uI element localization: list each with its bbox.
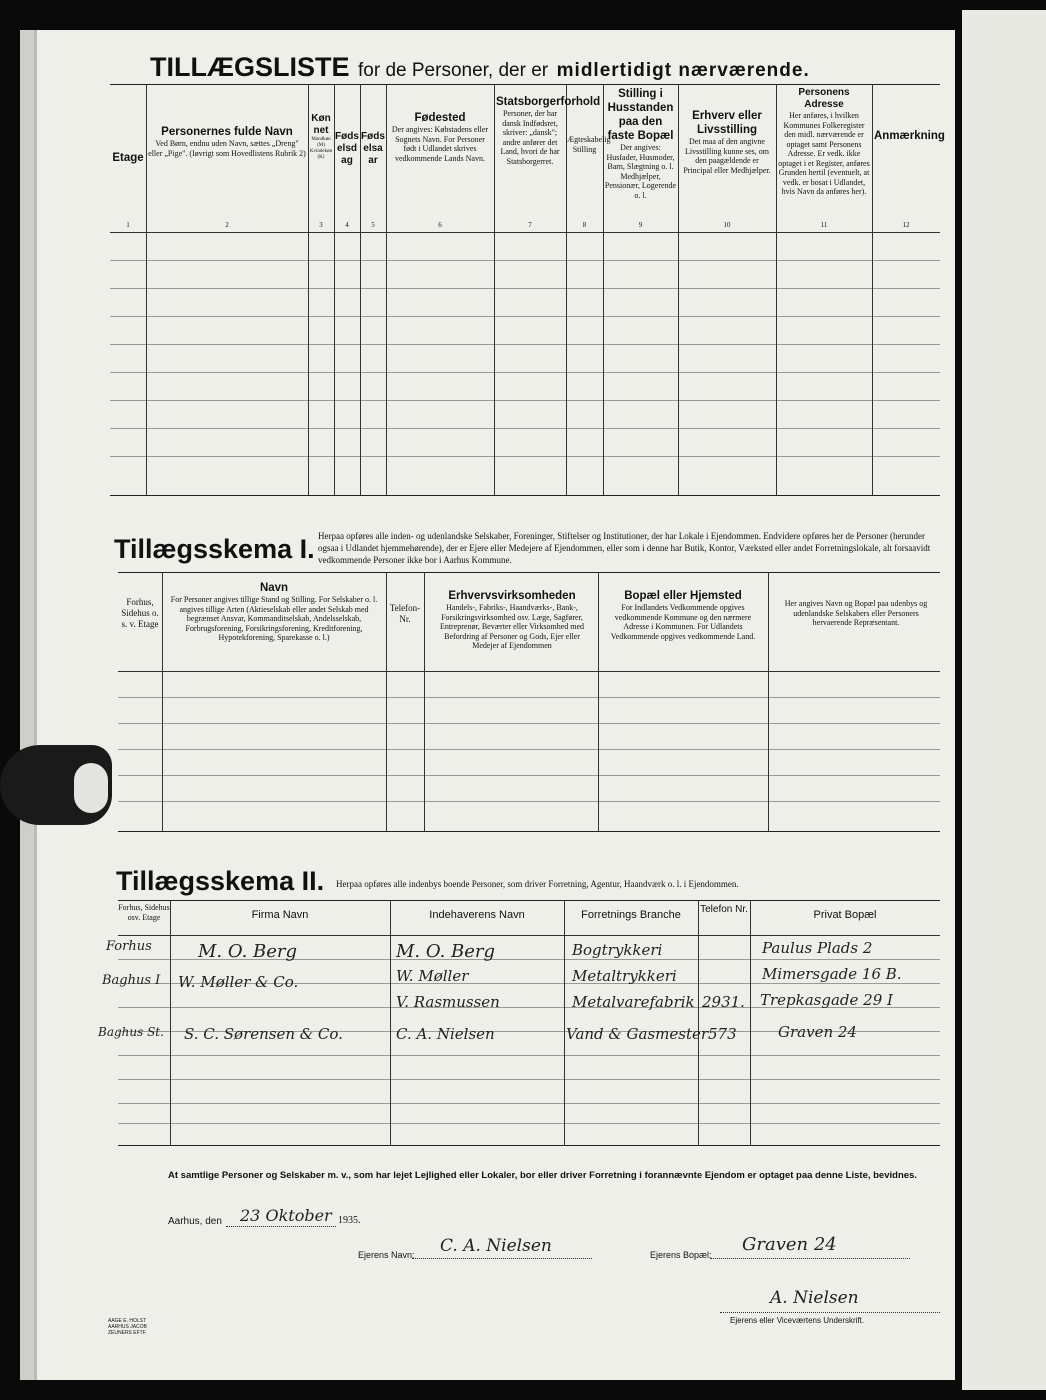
signature-label: Ejerens eller Viceværtens Underskrift. (730, 1316, 865, 1325)
table-row-branche: Vand & Gasmester (566, 1025, 709, 1043)
skema2-desc: Herpaa opføres alle indenbys boende Personer, som driver Forretning, Agentur, Haandværk o. l. i Ejendommen. (336, 879, 739, 889)
table-row-firma: M. O. Berg (198, 941, 298, 962)
colnum: 7 (528, 221, 532, 229)
table-tillaegsliste (110, 84, 945, 496)
s2-col-indehaver: Indehaverens Navn (429, 909, 525, 921)
skema2-title: Tillægsskema II. (116, 866, 325, 896)
s1-col-navn: Navn For Personer angives tillige Stand og Stilling. For Selskaber o. l. angives tillige Arten (Aktieselskab eller andet Selskab med begrænset Ansvar, Kommanditselskab, Andelsselskab, Forbrugsforening, Forsikringsforening, Kreditforening, Hypotekforening, Sparekasse o. l.) (170, 582, 378, 642)
page-title (150, 52, 810, 83)
table-row-etage: Baghus St. (98, 1025, 164, 1039)
colnum: 12 (902, 221, 910, 229)
col-koennet: Kønnet Mandkøn (M) Kvindekøn (K) (309, 113, 333, 160)
owner-address: Graven 24 (742, 1234, 837, 1255)
table-skema2 (98, 900, 940, 1146)
table-row-indehaver: C. A. Nielsen (396, 1025, 495, 1043)
col-navn: Personernes fulde Navn Ved Børn, endnu uden Navn, sættes „Dreng" eller „Pige". (Iøvrigt som Hovedlistens Rubrik 2) (148, 126, 306, 158)
table-row-bopael: Paulus Plads 2 (762, 939, 873, 957)
table-row-etage: Baghus I (102, 973, 161, 988)
s2-col-branche: Forretnings Branche (581, 909, 681, 921)
skema1-desc: Herpaa opføres alle inden- og udenlandske Selskaber, Foreninger, Stiftelser og Institutioner, der har Lokale i Ejendommen. Endvidere opføres her de Personer (herunder ogsaa i Udlandet hjemmehørende), der er Ejere eller Medejere af Ejendommen, eller som i denne har Butik, Kontor, Værksted eller andet Forretningslokale, alt forsaavidt vedkommende Personer ikke bor i Aarhus Kommune. (318, 531, 931, 565)
col-etage: Etage (112, 152, 144, 164)
certification-text: At samtlige Personer og Selskaber m. v., som har lejet Lejlighed eller Lokaler, bor eller driver Forretning i forannævnte Ejendom er optaget paa denne Liste, bevidnes. (168, 1170, 917, 1181)
table-row-branche: Metaltrykkeri (572, 967, 677, 985)
owner-address-label: Ejerens Bopæl: (650, 1250, 712, 1260)
colnum: 4 (345, 221, 349, 229)
col-adresse: Personens Adresse Her anføres, i hvilken Kommunes Folkeregister den midl. nærværende er optaget samt Personens Adresse. Er vedk. ikke optaget i et Register, anføres Grunden hertil (eventuelt, at vedk. er bosat i Udlandet, hvis Navn da anføres her). (778, 87, 870, 196)
city-label: Aarhus, den (168, 1216, 222, 1227)
s1-col-etage: Forhus, Sidehus o. s. v. Etage (121, 597, 159, 629)
table-row-bopael: Mimersgade 16 B. (762, 965, 902, 983)
col-anmaerkning: Anmærkning (874, 130, 945, 142)
table-row-etage: Forhus (106, 939, 152, 954)
table-row-bopael: Graven 24 (778, 1023, 857, 1041)
right-page-edge (962, 10, 1046, 1390)
colnum: 1 (126, 221, 130, 229)
s2-col-telefon: Telefon Nr. (700, 904, 748, 915)
table-row-telefon: 2931. (702, 993, 745, 1011)
colnum: 5 (371, 221, 375, 229)
col-erhverv: Erhverv eller Livsstilling Det maa af den angivne Livsstilling kunne ses, om den paagældende er Principal eller Medhjælper. (683, 110, 771, 175)
table-row-firma: S. C. Sørensen & Co. (184, 1025, 343, 1043)
table-row-indehaver: M. O. Berg (396, 941, 496, 962)
s1-col-repr: Her angives Navn og Bopæl paa udenbys og udenlandske Selskabers eller Personers hervaerende Repræsentant. (784, 599, 928, 627)
title-bold: midlertidigt nærværende. (556, 60, 810, 81)
owner-name-label: Ejerens Navn: (358, 1250, 415, 1260)
colnum: 9 (638, 221, 643, 229)
colnum: 8 (582, 221, 587, 229)
colnum: 11 (820, 221, 828, 229)
col-aegteskab: Ægteskabelig Stilling (567, 135, 611, 154)
table-row-bopael: Trepkasgade 29 I (760, 991, 893, 1009)
year: 1935. (338, 1215, 361, 1226)
skema1-title: Tillægsskema I. (114, 534, 315, 564)
colnum: 2 (225, 221, 229, 229)
owner-name: C. A. Nielsen (440, 1236, 552, 1256)
date-value: 23 Oktober (240, 1206, 332, 1225)
colnum: 10 (723, 221, 731, 229)
owner-name-line (412, 1258, 592, 1259)
col-stilling: Stilling i Husstanden paa den faste Bopæl Der angives: Husfader, Husmoder, Barn, Slægtning o. l. Medhjælper, Pensionær, Logerende o. l. (604, 88, 677, 200)
colnum: 3 (319, 221, 323, 229)
table-row-indehaver: V. Rasmussen (396, 993, 500, 1011)
signature-line (720, 1312, 940, 1313)
table-row-telefon: 573 (708, 1025, 737, 1043)
s1-col-erhverv: Erhvervsvirksomheden Handels-, Fabriks-, Haandværks-, Bank-, Forsikringsvirksomhed osv. Læge, Sagfører, Entreprenør, Beværter eller Virksomhed med Befordring af Personer og Gods, Ejer eller Medejer af Ejendommen (439, 590, 585, 650)
col-foedselsdag: Fødselsdag (335, 131, 359, 166)
s2-col-etage: Forhus, Sidehus osv. Etage (118, 903, 170, 922)
title-rest: for de Personer, der er (358, 60, 549, 81)
table-row-firma: W. Møller & Co. (178, 973, 299, 991)
s2-col-firma: Firma Navn (251, 909, 309, 921)
s1-col-bopael: Bopæl eller Hjemsted For Indlandets Vedkommende opgives vedkommende Kommune og den nærmere Adresse i Kommunen. For Udlandets Vedkommende opgives vedkommende Land. (610, 590, 756, 641)
owner-address-line (710, 1258, 910, 1259)
title-main: TILLÆGSLISTE (150, 52, 350, 82)
col-foedested: Fødested Der angives: Købstadens eller Sognets Navn. For Personer født i Udlandet skrives vedkommende Lands Navn. (391, 112, 489, 163)
date-line (226, 1226, 336, 1227)
s1-col-telefon: Telefon-Nr. (389, 603, 421, 624)
table-row-branche: Bogtrykkeri (572, 941, 663, 959)
table-skema1 (118, 572, 940, 832)
colnum: 6 (438, 221, 442, 229)
book-spine (20, 30, 34, 1380)
s2-col-bopael: Privat Bopæl (813, 909, 877, 921)
table-row-indehaver: W. Møller (396, 967, 469, 985)
thumb-holding-page (0, 745, 112, 825)
col-foedselsaar: Fødselsaar (361, 131, 385, 166)
col-statsborger: Statsborgerforhold Personer, der har dansk Indfødsret, skriver: „dansk"; andre anfører det Land, hvori de har Statsborgerret. (496, 96, 601, 166)
signature: A. Nielsen (770, 1288, 859, 1308)
table-row-branche: Metalvarefabrik (572, 993, 695, 1011)
printer-mark: AAGE E. HOLST AARHUS JACOB ZEUNERS EFTF. (108, 1318, 147, 1336)
